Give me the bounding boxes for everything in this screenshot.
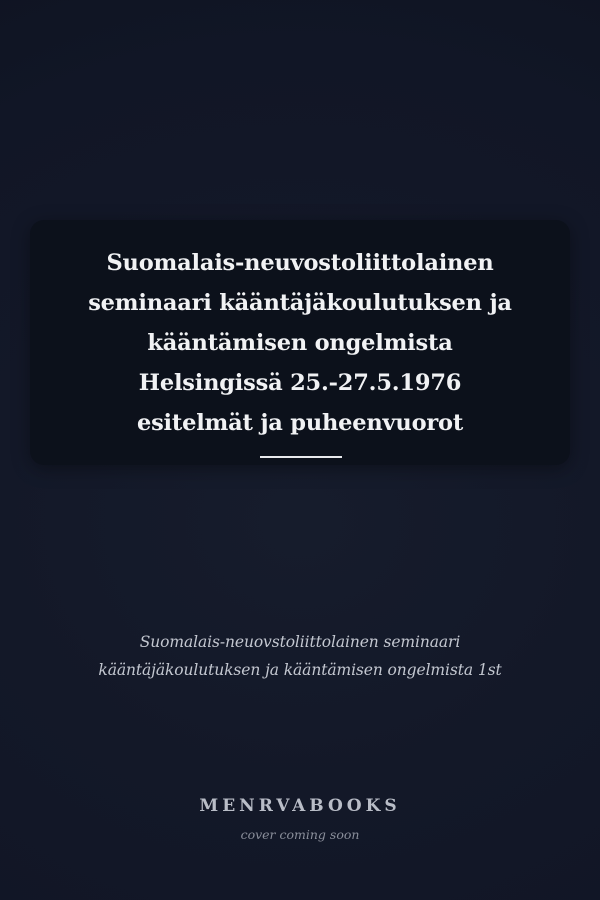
- subtitle: [0, 628, 600, 684]
- title-line: Suomalais-neuvostoliittolainen: [106, 249, 494, 276]
- title-panel: [30, 220, 570, 465]
- title-line: esitelmät ja puheenvuorot: [136, 409, 464, 436]
- title-line: Helsingissä 25.-27.5.1976: [138, 369, 462, 396]
- title-line: seminaari kääntäjäkoulutuksen ja: [88, 289, 512, 316]
- subtitle-line: Suomalais-neuovstoliittolainen seminaari: [139, 633, 461, 651]
- subtitle-line: kääntäjäkoulutuksen ja kääntämisen ongelmista 1st: [98, 661, 502, 679]
- publisher-name: MENRVABOOKS: [199, 796, 401, 816]
- cover-placeholder-note: cover coming soon: [240, 827, 360, 842]
- title-line: kääntämisen ongelmista: [147, 329, 453, 356]
- title-divider: [260, 456, 342, 458]
